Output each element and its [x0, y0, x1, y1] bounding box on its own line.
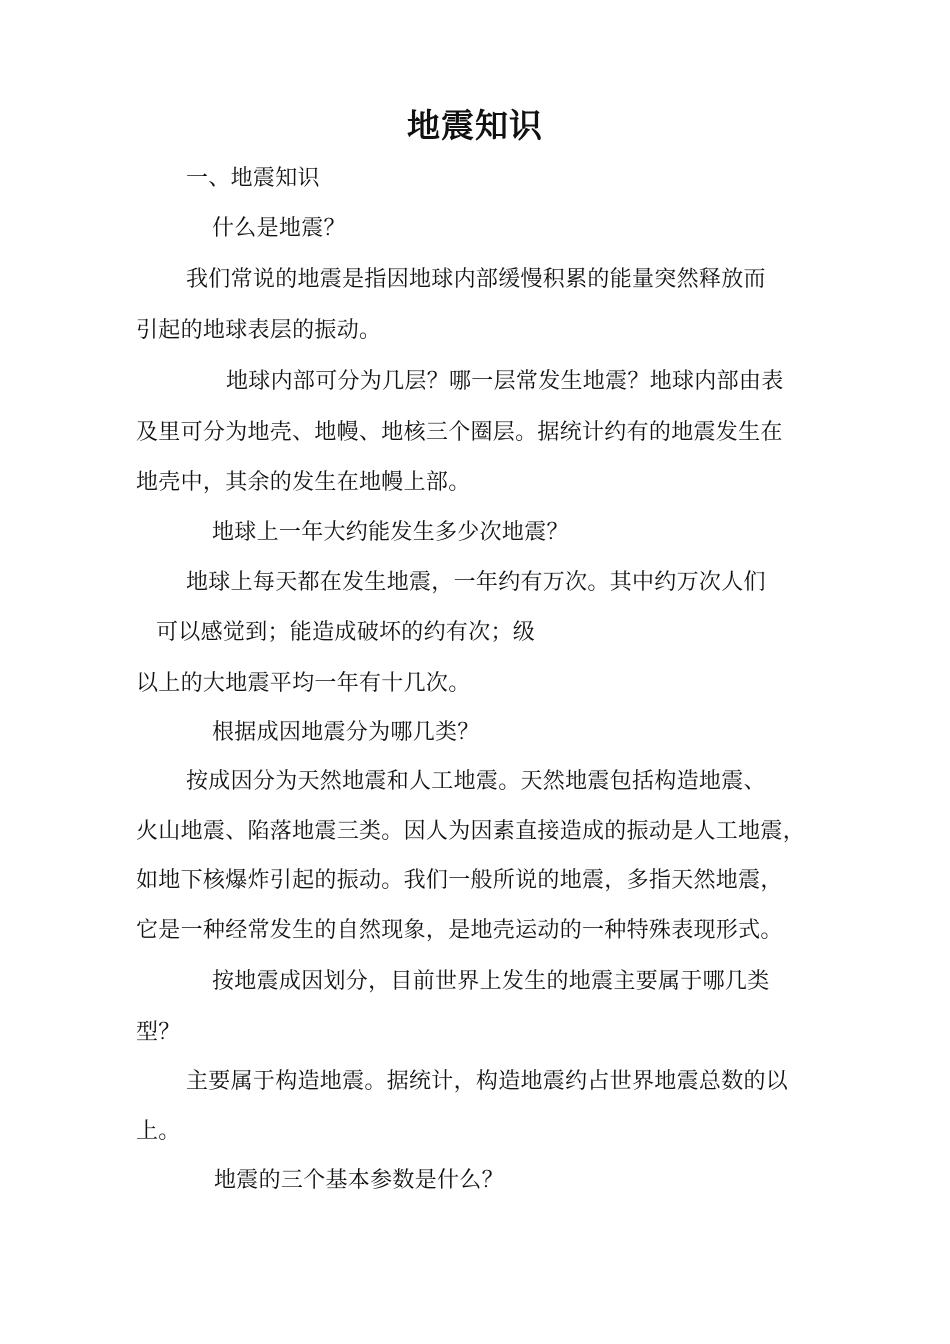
- paragraph-line: 引起的地球表层的振动。: [136, 318, 382, 343]
- paragraph-line: 它是一种经常发生的自然现象，是地壳运动的一种特殊表现形式。: [136, 918, 783, 943]
- document-title: 地震知识: [407, 106, 543, 145]
- question-line: 地震的三个基本参数是什么？: [214, 1168, 504, 1193]
- paragraph-line: 地壳中，其余的发生在地幔上部。: [136, 470, 471, 495]
- paragraph-line: 如地下核爆炸引起的振动。我们一般所说的地震，多指天然地震，: [136, 868, 783, 893]
- paragraph-line: 主要属于构造地震。据统计，构造地震约占世界地震总数的以: [186, 1069, 789, 1094]
- question-line: 什么是地震？: [212, 216, 346, 241]
- paragraph-line: 地球内部可分为几层？哪一层常发生地震？地球内部由表: [226, 369, 784, 394]
- paragraph-line: 按成因分为天然地震和人工地震。天然地震包括构造地震、: [186, 769, 766, 794]
- question-line: 地球上一年大约能发生多少次地震？: [212, 520, 569, 545]
- question-line: 根据成因地震分为哪几类？: [212, 720, 480, 745]
- paragraph-line: 上。: [136, 1119, 181, 1144]
- question-line: 按地震成因划分，目前世界上发生的地震主要属于哪几类: [212, 969, 770, 994]
- paragraph-line: 火山地震、陷落地震三类。因人为因素直接造成的振动是人工地震，: [136, 819, 806, 844]
- paragraph-line: 地球上每天都在发生地震，一年约有万次。其中约万次人们: [186, 570, 766, 595]
- paragraph-line: 可以感觉到；能造成破坏的约有次；级: [156, 620, 536, 645]
- paragraph-line: 及里可分为地壳、地幔、地核三个圈层。据统计约有的地震发生在: [136, 420, 783, 445]
- paragraph-line: 我们常说的地震是指因地球内部缓慢积累的能量突然释放而: [186, 267, 766, 292]
- paragraph-line: 以上的大地震平均一年有十几次。: [136, 671, 471, 696]
- section-heading: 一、地震知识: [186, 166, 320, 191]
- question-line: 型？: [136, 1020, 181, 1045]
